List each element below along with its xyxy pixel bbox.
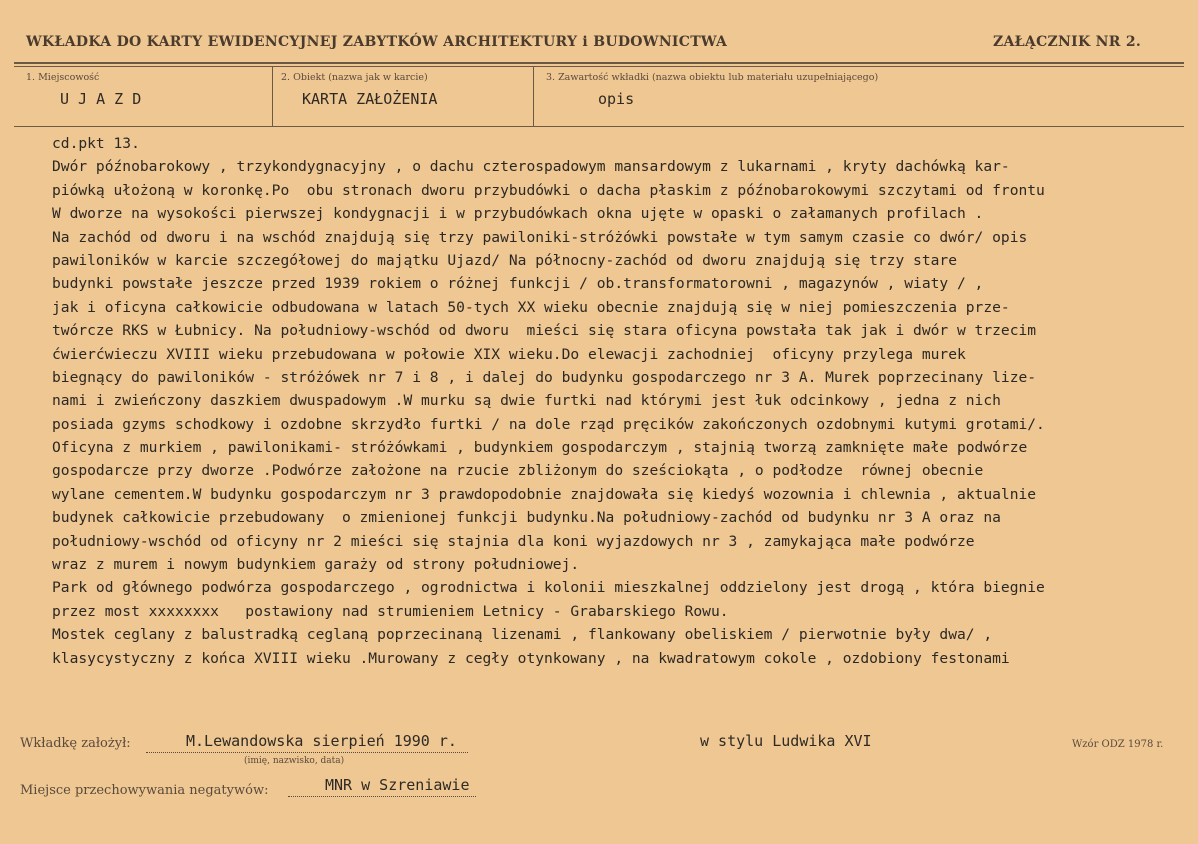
- content-label: 3. Zawartość wkładki (nazwa obiektu lub materiału uzupełniającego): [546, 72, 879, 83]
- description-text: [52, 132, 1198, 670]
- form-id: Wzór ODZ 1978 r.: [1072, 739, 1164, 750]
- filled-by-hint: (imię, nazwisko, data): [244, 756, 345, 766]
- text-line: twórcze RKS w Łubnicy. Na południowy-wschód od dworu mieści się stara oficyna powstała tak jak i dwór w trzecim: [52, 322, 1037, 340]
- attachment-number: ZAŁĄCZNIK NR 2.: [993, 34, 1142, 50]
- text-line: Dwór późnobarokowy , trzykondygnacyjny , o dachu czterospadowym mansardowym z lukarnami , kryty dachówką kar-: [52, 158, 1010, 176]
- filled-by-label: Wkładkę założył:: [20, 736, 131, 751]
- field-divider: [272, 66, 273, 126]
- locality-value: U J A Z D: [60, 90, 142, 108]
- text-line: W dworze na wysokości pierwszej kondygnacji i w przybudówkach okna ujęte w opaski o załamanych profilach .: [52, 205, 984, 223]
- text-line: wraz z murem i nowym budynkiem garaży od strony południowej.: [52, 556, 580, 574]
- content-value: opis: [598, 90, 635, 108]
- locality-label: 1. Miejscowość: [26, 72, 100, 83]
- text-line: wylane cementem.W budynku gospodarczym nr 3 prawdopodobnie znajdowała się kiedyś wozownia i chlewnia , aktualnie: [52, 485, 1037, 503]
- text-line: Oficyna z murkiem , pawilonikami- stróżówkami , budynkiem gospodarczym , stajnią tworzą zamknięte małe podwórze: [52, 439, 1028, 457]
- text-line: budynek całkowicie przebudowany o zmienionej funkcji budynku.Na południowy-zachód od budynku nr 3 A oraz na: [52, 509, 1001, 527]
- text-line: cd.pkt 13.: [52, 135, 140, 152]
- text-line: gospodarcze przy dworze .Podwórze założone na rzucie zbliżonym do sześciokąta , o podłodze równej obecnie: [52, 462, 984, 480]
- text-line: biegnący do pawiloników - stróżówek nr 7 i 8 , i dalej do budynku gospodarczego nr 3 A. Murek poprzecinany lize-: [52, 368, 1037, 386]
- object-label: 2. Obiekt (nazwa jak w karcie): [281, 72, 428, 83]
- text-line: nami i zwieńczony daszkiem dwuspadowym .W murku są dwie furtki nad którymi jest łuk odcinkowy , jedna z nich: [52, 392, 1001, 410]
- text-line: południowy-wschód od oficyny nr 2 mieści się stajnia dla koni wyjazdowych nr 3 , zamykająca małe podwórze: [52, 532, 975, 550]
- text-line: Mostek ceglany z balustradką ceglaną poprzecinaną lizenami , flankowany obeliskiem / pierwotnie były dwa/ ,: [52, 626, 993, 644]
- text-line: Na zachód od dworu i na wschód znajdują się trzy pawiloniki-stróżówki powstałe w tym samym czasie co dwór/ opis: [52, 228, 1028, 246]
- negatives-line: [288, 796, 476, 797]
- filled-by-value: M.Lewandowska sierpień 1990 r.: [186, 732, 457, 750]
- filled-by-line: [146, 752, 468, 753]
- header-rule-thin: [14, 66, 1184, 67]
- negatives-label: Miejsce przechowywania negatywów:: [20, 783, 269, 798]
- form-title: WKŁADKA DO KARTY EWIDENCYJNEJ ZABYTKÓW ARCHITEKTURY i BUDOWNICTWA: [26, 34, 728, 50]
- text-line: jak i oficyna całkowicie odbudowana w latach 50-tych XX wieku obecnie znajdują się w niej pomieszczenia prze-: [52, 298, 1010, 316]
- text-line: posiada gzyms schodkowy i ozdobne skrzydło furtki / na dole rząd pręcików zakończonych ozdobnymi kutymi grotami/.: [52, 415, 1045, 433]
- text-line: piówką ułożoną w koronkę.Po obu stronach dworu przybudówki o dacha płaskim z późnobarokowymi szczytami od frontu: [52, 181, 1045, 199]
- fields-bottom-rule: [14, 126, 1184, 127]
- text-line: ćwierćwieczu XVIII wieku przebudowana w połowie XIX wieku.Do elewacji zachodniej oficyny przylega murek: [52, 345, 966, 363]
- text-line: budynki powstałe jeszcze przed 1939 rokiem o różnej funkcji / ob.transformatorowni , magazynów , wiaty / ,: [52, 275, 984, 293]
- object-value: KARTA ZAŁOŻENIA: [302, 90, 438, 108]
- field-divider: [533, 66, 534, 126]
- text-line: klasycystyczny z końca XVIII wieku .Murowany z cegły otynkowany , na kwadratowym cokole , ozdobiony festonami: [52, 649, 1010, 667]
- continuation-text: w stylu Ludwika XVI: [700, 732, 872, 750]
- header-rule: [14, 62, 1184, 64]
- text-line: pawiloników w karcie szczegółowej do majątku Ujazd/ Na północny-zachód od dworu znajdują się trzy stare: [52, 251, 957, 269]
- text-line: przez most xxxxxxxx postawiony nad strumieniem Letnicy - Grabarskiego Rowu.: [52, 602, 729, 620]
- negatives-value: MNR w Szreniawie: [325, 776, 470, 794]
- text-line: Park od głównego podwórza gospodarczego , ogrodnictwa i kolonii mieszkalnej oddzielony jest drogą , która biegnie: [52, 579, 1045, 597]
